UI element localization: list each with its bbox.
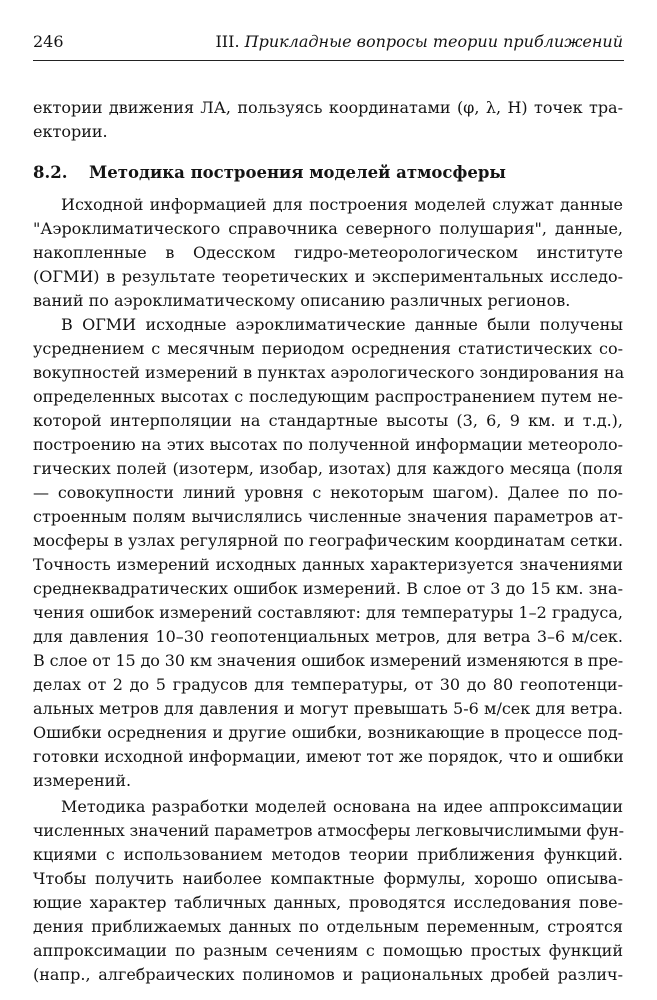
text-line: определенных высотах с последующим распространением путем не- — [33, 387, 623, 406]
section-heading — [33, 161, 623, 185]
text-line: альных метров для давления и могут превышать 5-6 м/сек для ветра. — [33, 699, 623, 718]
text-line: Исходной информацией для построения моделей служат данные — [61, 195, 623, 214]
text-line: аппроксимации по разным сечениям с помощью простых функций — [33, 941, 623, 960]
text-line: Точность измерений исходных данных характеризуется значениями — [33, 555, 623, 574]
text-line: ектории движения ЛА, пользуясь координатами (φ, λ, H) точек тра- — [33, 98, 623, 117]
running-header — [33, 30, 623, 54]
text-line: мосферы в узлах регулярной по географическим координатам сетки. — [33, 531, 623, 550]
text-line: среднеквадратических ошибок измерений. В слое от 3 до 15 км. зна- — [33, 579, 623, 598]
chapter-title-text: Прикладные вопросы теории приближений — [244, 32, 623, 51]
text-line: В слое от 15 до 30 км значения ошибок измерений изменяются в пре- — [33, 651, 623, 670]
page-number: 246 — [33, 32, 64, 51]
text-line: Ошибки осреднения и другие ошибки, возникающие в процессе под- — [33, 723, 623, 742]
text-line: (напр., алгебраических полиномов и рациональных дробей различ- — [33, 965, 623, 984]
text-line: для давления 10–30 геопотенциальных метров, для ветра 3–6 м/сек. — [33, 627, 623, 646]
text-line: накопленные в Одесском гидро-метеорологическом институте — [33, 243, 623, 262]
text-line: гических полей (изотерм, изобар, изотах) для каждого месяца (поля — [33, 459, 623, 478]
text-line: "Аэроклиматического справочника северного полушария", данные, — [33, 219, 623, 238]
text-line: измерений. — [33, 771, 132, 790]
text-line: кциями с использованием методов теории приближения функций. — [33, 845, 623, 864]
text-line: Чтобы получить наиболее компактные формулы, хорошо описыва- — [33, 869, 623, 888]
text-line: Методика разработки моделей основана на идее аппроксимации — [61, 797, 623, 816]
text-line: которой интерполяции на стандартные высоты (3, 6, 9 км. и т.д.), — [33, 411, 623, 430]
text-line: ющие характер табличных данных, проводятся исследования пове- — [33, 893, 623, 912]
text-line: вокупностей измерений в пунктах аэрологического зондирования на — [33, 363, 625, 382]
header-rule — [33, 60, 624, 61]
text-line: численных значений параметров атмосферы легковычислимыми фун- — [33, 821, 624, 840]
section-number: 8.2. — [33, 163, 68, 182]
text-line: чения ошибок измерений составляют: для температуры 1–2 градуса, — [33, 603, 623, 622]
text-line: ектории. — [33, 122, 108, 141]
text-line: — совокупности линий уровня с некоторым шагом). Далее по по- — [33, 483, 623, 502]
text-line: усреднением с месячным периодом осреднения статистических со- — [33, 339, 623, 358]
chapter-numeral: III. — [215, 32, 240, 51]
text-line: делах от 2 до 5 градусов для температуры, от 30 до 80 геопотенци- — [33, 675, 623, 694]
text-line: готовки исходной информации, имеют тот же порядок, что и ошибки — [33, 747, 624, 766]
text-line: (ОГМИ) в результате теоретических и экспериментальных исследо- — [33, 267, 623, 286]
text-line: построению на этих высотах по полученной информации метеороло- — [33, 435, 623, 454]
text-line: дения приближаемых данных по отдельным переменным, строятся — [33, 917, 623, 936]
section-title: Методика построения моделей атмосферы — [89, 163, 506, 182]
text-line: строенным полям вычислялись численные значения параметров ат- — [33, 507, 623, 526]
chapter-title — [215, 30, 623, 54]
text-line: В ОГМИ исходные аэроклиматические данные были получены — [61, 315, 623, 334]
text-line: ваний по аэроклиматическому описанию различных регионов. — [33, 291, 571, 310]
